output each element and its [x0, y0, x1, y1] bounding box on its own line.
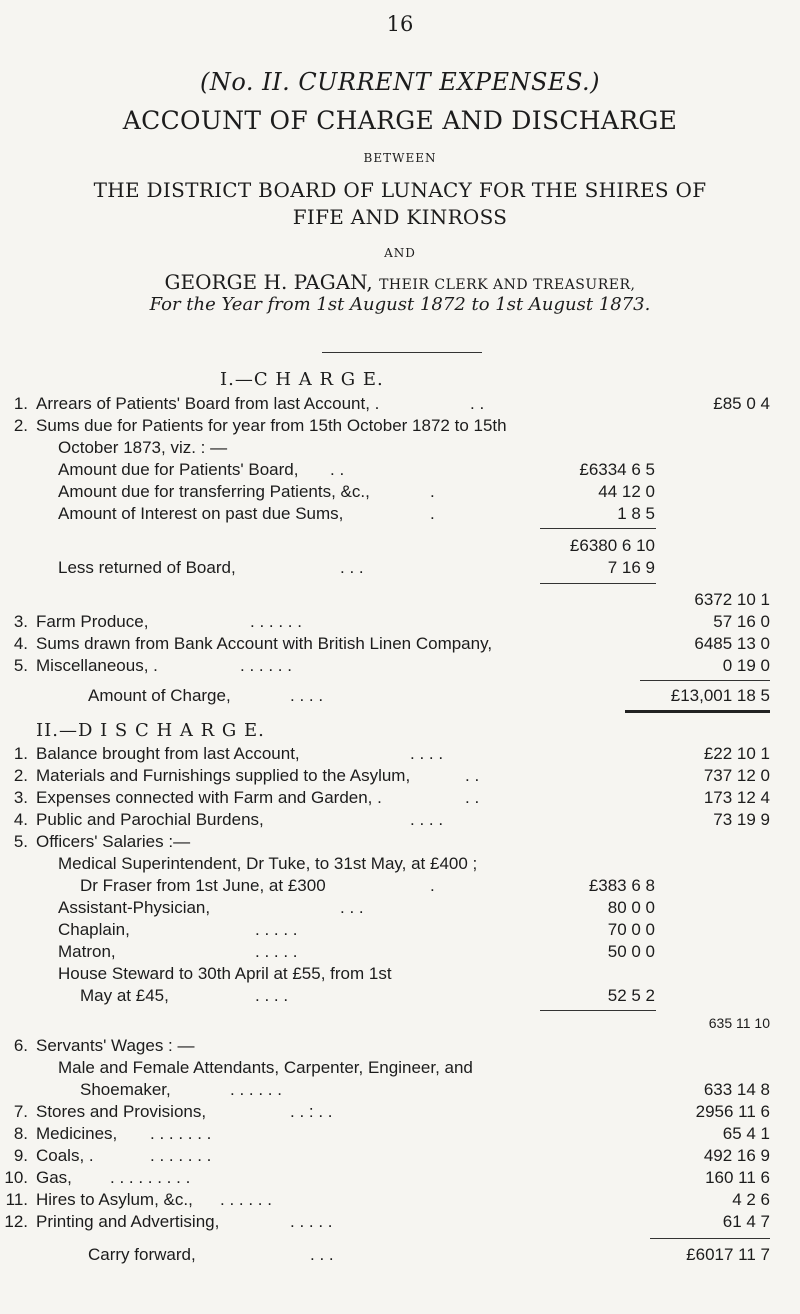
salary-amount: £383 6 8	[588, 876, 655, 895]
discharge-item-amount: 65 4 1	[722, 1124, 770, 1143]
charge-heading: I.—C H A R G E.	[220, 369, 384, 390]
discharge-item-amount: 633 14 8	[703, 1080, 770, 1099]
subtotal-rule	[540, 528, 656, 529]
leader-dots: . . : . .	[290, 1102, 333, 1121]
charge-item-text: Sums drawn from Bank Account with British Linen Company,	[36, 634, 493, 653]
discharge-item-amount: 737 12 0	[703, 766, 770, 785]
page-number: 16	[386, 12, 414, 36]
discharge-item-number: 9.	[13, 1146, 28, 1165]
discharge-item-amount: 173 12 4	[703, 788, 770, 807]
leader-dots: . . . . . . . . .	[110, 1168, 191, 1187]
leader-dots: . .	[465, 766, 480, 785]
less-returned-text: Less returned of Board,	[58, 558, 236, 577]
leader-dots: . .	[465, 788, 480, 807]
discharge-item-text: Medicines,	[36, 1124, 118, 1143]
board-name-line2: FIFE AND KINROSS	[292, 205, 508, 229]
salary-amount: 52 5 2	[607, 986, 655, 1005]
charge-sub-amount: 44 12 0	[598, 482, 655, 501]
leader-dots: . .	[330, 460, 345, 479]
charge-sub-amount: 1 8 5	[617, 504, 655, 523]
leader-dots: .	[430, 482, 435, 501]
leader-dots: . . . .	[255, 986, 289, 1005]
discharge-item-text: Servants' Wages : —	[36, 1036, 195, 1055]
discharge-item-text: Gas,	[36, 1168, 72, 1187]
salary-line: Assistant-Physician,	[58, 898, 211, 917]
leader-dots: . . . . . .	[250, 612, 302, 631]
discharge-heading: II.—D I S C H A R G E.	[36, 720, 265, 741]
total-double-rule	[625, 710, 770, 713]
charge-item-amount: 0 19 0	[722, 656, 770, 675]
leader-dots: .	[430, 876, 435, 895]
header-divider	[322, 352, 482, 353]
discharge-item-number: 3.	[13, 788, 28, 807]
board-name-line1: THE DISTRICT BOARD OF LUNACY FOR THE SHIRES OF	[93, 178, 707, 202]
charge-item-number: 4.	[13, 634, 28, 653]
charge-item-text: Arrears of Patients' Board from last Account, .	[36, 394, 380, 413]
leader-dots: . . . .	[410, 744, 444, 763]
leader-dots: . . . .	[290, 686, 324, 705]
charge-item-amount: 57 16 0	[713, 612, 770, 631]
charge-item-amount: £85 0 4	[713, 394, 770, 413]
discharge-item-amount: 492 16 9	[703, 1146, 770, 1165]
carry-forward-amount: £6017 11 7	[686, 1245, 770, 1264]
charge-net-amount: 6372 10 1	[694, 590, 770, 609]
charge-item-number: 1.	[13, 394, 28, 413]
discharge-item-number: 6.	[13, 1036, 28, 1055]
discharge-item-amount: 61 4 7	[722, 1212, 770, 1231]
salary-line: Medical Superintendent, Dr Tuke, to 31st May, at £400 ;	[58, 854, 478, 873]
between-label: BETWEEN	[363, 151, 437, 165]
discharge-item-text-cont: Male and Female Attendants, Carpenter, Engineer, and	[58, 1058, 473, 1077]
salary-amount: 70 0 0	[607, 920, 655, 939]
leader-dots: . .	[470, 394, 485, 413]
discharge-item-number: 11.	[5, 1190, 28, 1209]
salary-line: House Steward to 30th April at £55, from 1st	[58, 964, 392, 983]
discharge-item-number: 8.	[13, 1124, 28, 1143]
charge-item-number: 2.	[13, 416, 28, 435]
leader-dots: . . . . . .	[230, 1080, 282, 1099]
discharge-item-number: 10.	[4, 1168, 28, 1187]
less-returned-amount: 7 16 9	[607, 558, 655, 577]
charge-subtotal: £6380 6 10	[569, 536, 655, 555]
salary-amount: 50 0 0	[607, 942, 655, 961]
subtotal-rule	[540, 1010, 656, 1011]
discharge-item-text: Public and Parochial Burdens,	[36, 810, 264, 829]
charge-item-number: 3.	[13, 612, 28, 631]
document-subtitle: (No. II. CURRENT EXPENSES.)	[199, 68, 601, 96]
and-label: AND	[384, 246, 416, 260]
charge-sub-text: Amount due for Patients' Board,	[58, 460, 299, 479]
charge-item-number: 5.	[13, 656, 28, 675]
discharge-item-amount: 2956 11 6	[695, 1102, 770, 1121]
leader-dots: . . . .	[410, 810, 444, 829]
discharge-item-text: Hires to Asylum, &c.,	[36, 1190, 193, 1209]
clerk-name: GEORGE H. PAGAN,	[164, 270, 373, 294]
discharge-item-text: Materials and Furnishings supplied to the Asylum,	[36, 766, 411, 785]
salary-line: Dr Fraser from 1st June, at £300	[80, 876, 326, 895]
leader-dots: . . .	[340, 558, 364, 577]
total-rule	[640, 680, 770, 681]
charge-sub-amount: £6334 6 5	[579, 460, 655, 479]
salary-line: Chaplain,	[58, 920, 130, 939]
discharge-item-text: Stores and Provisions,	[36, 1102, 207, 1121]
leader-dots: . . .	[310, 1245, 334, 1264]
discharge-item-amount: 73 19 9	[713, 810, 770, 829]
charge-item-text: Farm Produce,	[36, 612, 149, 631]
discharge-item-number: 12.	[4, 1212, 28, 1231]
discharge-item-number: 2.	[13, 766, 28, 785]
total-rule	[650, 1238, 770, 1239]
charge-sub-text: Amount of Interest on past due Sums,	[58, 504, 344, 523]
account-period: For the Year from 1st August 1872 to 1st August 1873.	[149, 294, 651, 315]
clerk-role: THEIR CLERK AND TREASURER,	[379, 277, 636, 293]
discharge-item-text-cont: Shoemaker,	[80, 1080, 171, 1099]
leader-dots: . . . . .	[290, 1212, 333, 1231]
carry-forward-label: Carry forward,	[88, 1245, 196, 1264]
charge-item-text-cont: October 1873, viz. : —	[58, 438, 228, 457]
discharge-item-text: Officers' Salaries :—	[36, 832, 191, 851]
discharge-item-text: Printing and Advertising,	[36, 1212, 220, 1231]
discharge-item-text: Expenses connected with Farm and Garden, .	[36, 788, 382, 807]
leader-dots: . . . . .	[255, 920, 298, 939]
charge-total-label: Amount of Charge,	[88, 686, 231, 705]
discharge-item-amount: 160 11 6	[705, 1168, 770, 1187]
leader-dots: . . . . . . .	[150, 1146, 212, 1165]
leader-dots: . . .	[340, 898, 364, 917]
document-title: ACCOUNT OF CHARGE AND DISCHARGE	[122, 106, 678, 135]
discharge-item-number: 5.	[13, 832, 28, 851]
clerk-line	[0, 270, 800, 294]
salary-amount: 80 0 0	[607, 898, 655, 917]
charge-sub-text: Amount due for transferring Patients, &c.,	[58, 482, 370, 501]
leader-dots: . . . . . .	[220, 1190, 272, 1209]
leader-dots: . . . . . . .	[150, 1124, 212, 1143]
charge-item-text: Miscellaneous, .	[36, 656, 158, 675]
discharge-item-number: 1.	[13, 744, 28, 763]
discharge-item-amount: £22 10 1	[703, 744, 770, 763]
charge-total-amount: £13,001 18 5	[670, 686, 770, 705]
discharge-item-number: 7.	[13, 1102, 28, 1121]
salary-line: Matron,	[58, 942, 116, 961]
charge-item-amount: 6485 13 0	[694, 634, 770, 653]
subtotal-rule	[540, 583, 656, 584]
leader-dots: .	[430, 504, 435, 523]
leader-dots: . . . . . .	[240, 656, 292, 675]
discharge-item-amount: 4 2 6	[732, 1190, 770, 1209]
leader-dots: . . . . .	[255, 942, 298, 961]
discharge-item-text: Coals, .	[36, 1146, 94, 1165]
salaries-total: 635 11 10	[708, 1015, 770, 1031]
charge-item-text: Sums due for Patients for year from 15th October 1872 to 15th	[36, 416, 507, 435]
salary-line: May at £45,	[80, 986, 169, 1005]
discharge-item-number: 4.	[13, 810, 28, 829]
discharge-item-text: Balance brought from last Account,	[36, 744, 300, 763]
